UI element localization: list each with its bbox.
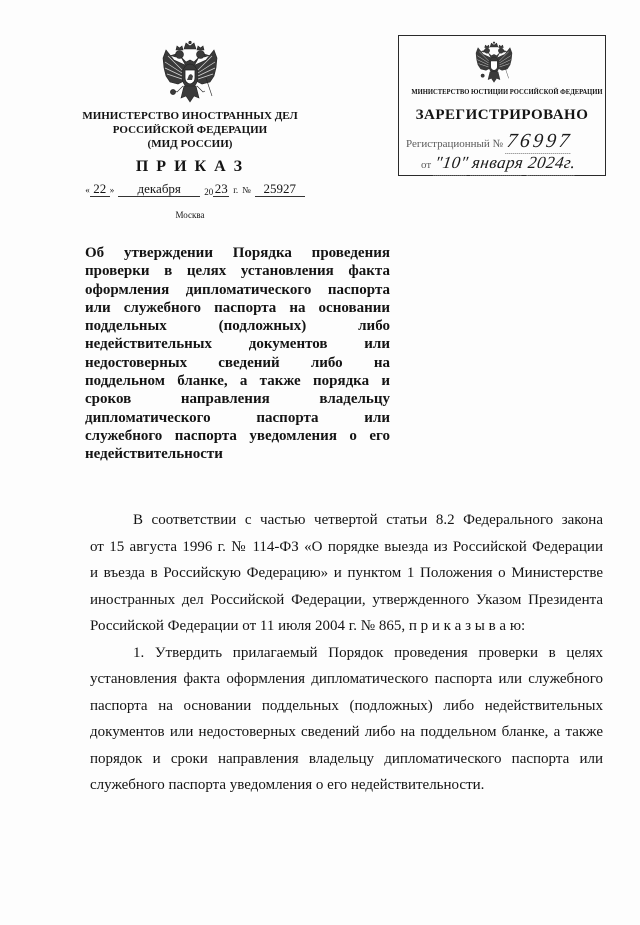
order-year-mark: г. (233, 185, 239, 195)
order-date-line (80, 181, 310, 200)
order-heading: П Р И К А З (135, 158, 245, 175)
body-paragraph-item-1 (90, 640, 603, 799)
paragraph-line: иностранных дел Российской Федерации, утвержденного Указом Президента (90, 591, 603, 608)
title-line: оформления дипломатического паспорта (85, 281, 390, 298)
date-open-quote: « (85, 185, 90, 195)
order-year-suffix: 23 (214, 181, 228, 196)
order-number-mark: № (242, 185, 251, 195)
paragraph-line: 1. Утвердить прилагаемый Порядок проведения проверки в целях (133, 644, 603, 661)
title-line: проверки в целях установления факта (85, 263, 390, 280)
coat-of-arms-icon (160, 40, 220, 106)
document-title (85, 244, 390, 464)
ministry-name-line: РОССИЙСКОЙ ФЕДЕРАЦИИ (112, 124, 268, 136)
paragraph-line: от 15 августа 1996 г. № 114-ФЗ «О порядке выезда из Российской Федерации (90, 538, 603, 555)
title-line: Об утверждении Порядка проведения (85, 245, 390, 261)
title-line: недействительности (85, 446, 223, 463)
title-line: служебного паспорта уведомления о его (85, 427, 390, 444)
order-year-prefix: 20 (204, 187, 214, 197)
order-number: 25927 (255, 181, 305, 197)
stamp-date-year: 2024г. (526, 151, 577, 176)
title-line: дипломатического паспорта или (85, 409, 390, 426)
title-line: недействительных документов или (85, 336, 390, 353)
stamp-status: ЗАРЕГИСТРИРОВАНО (415, 107, 589, 123)
paragraph-line: и въезда в Российскую Федерацию» и пунктом 1 Положения о Министерстве (90, 565, 603, 581)
stamp-date-day: "10" (433, 151, 470, 176)
paragraph-line: установления факта оформления дипломатического паспорта или служебного (90, 671, 603, 687)
title-line: сроков направления владельцу (85, 391, 390, 408)
order-city: Москва (175, 210, 205, 220)
order-month: декабря (118, 181, 200, 197)
coat-of-arms-icon (474, 41, 514, 85)
ministry-name-line: (МИД РОССИИ) (147, 138, 233, 150)
order-day: 22 (90, 181, 110, 197)
title-line: недостоверных сведений либо на (85, 354, 390, 371)
paragraph-line: служебного паспорта уведомления о его недействительности. (90, 777, 485, 793)
body-paragraph-preamble (90, 507, 603, 640)
stamp-date-label: от (421, 159, 432, 171)
stamp-date-month: января (471, 151, 526, 176)
title-line: поддельных (подложных) либо (85, 318, 390, 335)
ministry-name-line: МИНИСТЕРСТВО ИНОСТРАННЫХ ДЕЛ (82, 110, 298, 122)
registration-stamp (398, 35, 606, 176)
date-close-quote: » (109, 185, 115, 195)
paragraph-line: документов или недостоверных сведений либо на поддельном бланке, а также (90, 724, 603, 740)
title-line: или служебного паспорта на основании (85, 299, 390, 316)
paragraph-line: В соответствии с частью четвертой статьи 8.2 Федерального закона (133, 512, 603, 528)
paragraph-line: паспорта на основании поддельных (подложных) либо недействительных (90, 697, 603, 714)
paragraph-line: Российской Федерации от 11 июля 2004 г. № 865, п р и к а з ы в а ю: (90, 618, 526, 634)
stamp-reg-label: Регистрационный № (406, 138, 504, 150)
stamp-authority: МИНИСТЕРСТВО ЮСТИЦИИ РОССИЙСКОЙ ФЕДЕРАЦИИ (411, 87, 603, 96)
stamp-date-line (421, 151, 602, 177)
paragraph-line: порядок и сроки направления владельцу дипломатического паспорта или (90, 750, 603, 767)
ministry-name (60, 109, 320, 151)
title-line: поддельном бланке, а также порядка и (85, 373, 390, 390)
stamp-reg-number: 76997 (505, 130, 574, 152)
order-body (90, 507, 603, 799)
